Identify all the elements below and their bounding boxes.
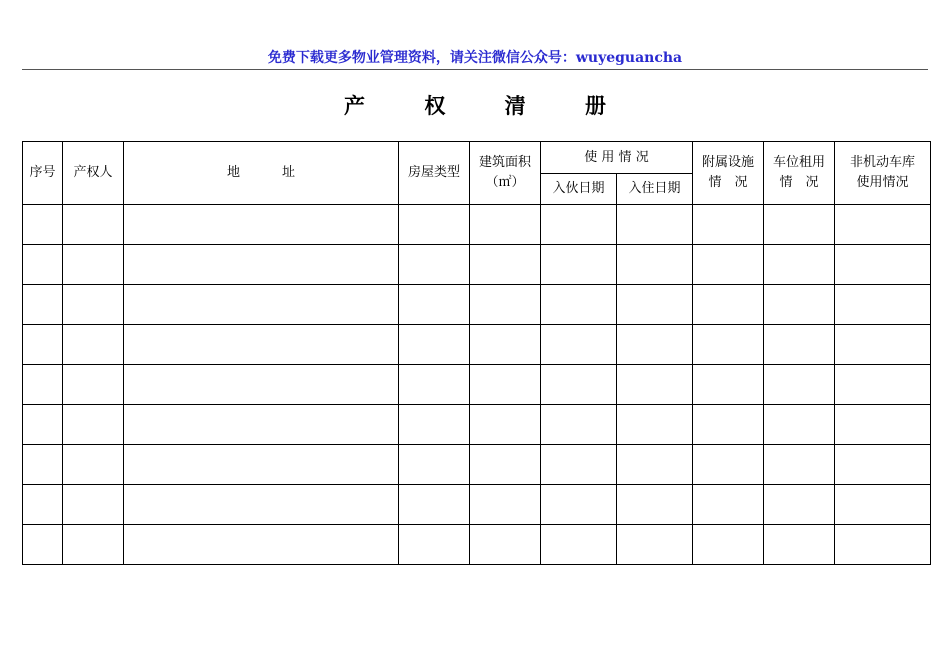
table-row — [23, 205, 931, 245]
header-note: 免费下载更多物业管理资料，请关注微信公众号：wuyeguancha — [267, 50, 683, 66]
table-cell[interactable] — [399, 285, 470, 325]
header-divider — [22, 69, 928, 70]
table-cell[interactable] — [124, 405, 399, 445]
table-cell[interactable] — [399, 245, 470, 285]
table-cell[interactable] — [124, 445, 399, 485]
table-cell[interactable] — [764, 205, 835, 245]
table-cell[interactable] — [541, 285, 617, 325]
header-address-char1: 地 — [226, 165, 240, 180]
table-cell[interactable] — [124, 245, 399, 285]
table-row — [23, 285, 931, 325]
table-cell[interactable] — [63, 405, 124, 445]
table-cell[interactable] — [693, 485, 764, 525]
table-cell[interactable] — [541, 245, 617, 285]
header-parking-line2: 情 况 — [779, 175, 819, 190]
table-cell[interactable] — [63, 325, 124, 365]
header-seq: 序号 — [23, 142, 63, 205]
table-cell[interactable] — [693, 365, 764, 405]
table-cell[interactable] — [541, 525, 617, 565]
table-cell[interactable] — [23, 245, 63, 285]
table-cell[interactable] — [23, 325, 63, 365]
table-row — [23, 525, 931, 565]
table-cell[interactable] — [399, 525, 470, 565]
table-cell[interactable] — [693, 325, 764, 365]
header-bike-garage-line1: 非机动车库 — [849, 155, 915, 170]
table-row — [23, 445, 931, 485]
table-cell[interactable] — [617, 325, 693, 365]
table-row — [23, 365, 931, 405]
table-cell[interactable] — [124, 525, 399, 565]
table-row — [23, 485, 931, 525]
register-body — [23, 205, 931, 565]
table-cell[interactable] — [835, 445, 931, 485]
header-usage: 使 用 情 况 — [541, 142, 693, 174]
table-cell[interactable] — [541, 365, 617, 405]
table-cell[interactable] — [63, 485, 124, 525]
table-cell[interactable] — [835, 525, 931, 565]
table-cell[interactable] — [124, 325, 399, 365]
table-cell[interactable] — [764, 405, 835, 445]
header-address-char2: 址 — [282, 165, 296, 180]
table-cell[interactable] — [764, 485, 835, 525]
table-cell[interactable] — [470, 245, 541, 285]
table-cell[interactable] — [470, 285, 541, 325]
header-house-type: 房屋类型 — [399, 142, 470, 205]
table-cell[interactable] — [764, 445, 835, 485]
table-cell[interactable] — [23, 365, 63, 405]
table-cell[interactable] — [399, 445, 470, 485]
table-cell[interactable] — [764, 285, 835, 325]
header-parking — [764, 142, 835, 205]
table-cell[interactable] — [835, 325, 931, 365]
table-cell[interactable] — [617, 205, 693, 245]
header-movein-date: 入伙日期 — [541, 174, 617, 205]
table-cell[interactable] — [63, 245, 124, 285]
header-bike-garage — [835, 142, 931, 205]
table-cell[interactable] — [693, 245, 764, 285]
table-cell[interactable] — [693, 525, 764, 565]
table-cell[interactable] — [617, 285, 693, 325]
table-cell[interactable] — [399, 365, 470, 405]
table-cell[interactable] — [541, 205, 617, 245]
table-cell[interactable] — [693, 445, 764, 485]
header-owner: 产权人 — [63, 142, 124, 205]
header-bike-garage-line2: 使用情况 — [856, 175, 909, 190]
table-cell[interactable] — [23, 405, 63, 445]
table-row — [23, 405, 931, 445]
table-cell[interactable] — [63, 445, 124, 485]
table-cell[interactable] — [617, 485, 693, 525]
table-cell[interactable] — [470, 365, 541, 405]
header-facilities — [693, 142, 764, 205]
table-cell[interactable] — [541, 325, 617, 365]
table-cell[interactable] — [835, 245, 931, 285]
table-cell[interactable] — [63, 525, 124, 565]
table-row — [23, 245, 931, 285]
table-cell[interactable] — [63, 365, 124, 405]
table-row — [23, 325, 931, 365]
table-cell[interactable] — [541, 485, 617, 525]
header-facilities-line2: 情 况 — [708, 175, 748, 190]
header-facilities-line1: 附属设施 — [701, 155, 754, 170]
table-cell[interactable] — [63, 285, 124, 325]
table-cell[interactable] — [470, 405, 541, 445]
header-area-label: 建筑面积 — [478, 155, 531, 170]
table-cell[interactable] — [617, 405, 693, 445]
table-cell[interactable] — [399, 405, 470, 445]
table-cell[interactable] — [124, 205, 399, 245]
header-parking-line1: 车位租用 — [772, 155, 825, 170]
table-cell[interactable] — [23, 205, 63, 245]
header-address — [124, 142, 399, 205]
table-cell[interactable] — [693, 285, 764, 325]
table-cell[interactable] — [23, 445, 63, 485]
table-cell[interactable] — [470, 485, 541, 525]
table-cell[interactable] — [764, 525, 835, 565]
table-cell[interactable] — [399, 325, 470, 365]
table-cell[interactable] — [399, 205, 470, 245]
table-cell[interactable] — [63, 205, 124, 245]
table-cell[interactable] — [617, 245, 693, 285]
table-cell[interactable] — [835, 365, 931, 405]
header-area — [470, 142, 541, 205]
table-cell[interactable] — [124, 365, 399, 405]
table-cell[interactable] — [835, 485, 931, 525]
table-cell[interactable] — [470, 325, 541, 365]
table-cell[interactable] — [23, 285, 63, 325]
table-cell[interactable] — [693, 205, 764, 245]
table-cell[interactable] — [124, 285, 399, 325]
table-cell[interactable] — [124, 485, 399, 525]
table-cell[interactable] — [470, 525, 541, 565]
table-cell[interactable] — [693, 405, 764, 445]
table-cell[interactable] — [541, 405, 617, 445]
table-cell[interactable] — [617, 365, 693, 405]
table-cell[interactable] — [764, 365, 835, 405]
page-title: 产 权 清 册 — [344, 93, 632, 118]
table-cell[interactable] — [470, 445, 541, 485]
table-cell[interactable] — [617, 445, 693, 485]
table-cell[interactable] — [835, 285, 931, 325]
table-cell[interactable] — [399, 485, 470, 525]
table-cell[interactable] — [541, 445, 617, 485]
property-register-table — [22, 141, 931, 565]
table-cell[interactable] — [23, 525, 63, 565]
table-cell[interactable] — [470, 205, 541, 245]
table-cell[interactable] — [23, 485, 63, 525]
table-cell[interactable] — [835, 205, 931, 245]
header-area-unit: （㎡） — [485, 175, 525, 190]
table-cell[interactable] — [617, 525, 693, 565]
table-cell[interactable] — [764, 245, 835, 285]
table-cell[interactable] — [764, 325, 835, 365]
table-cell[interactable] — [835, 405, 931, 445]
header-occupancy-date: 入住日期 — [617, 174, 693, 205]
